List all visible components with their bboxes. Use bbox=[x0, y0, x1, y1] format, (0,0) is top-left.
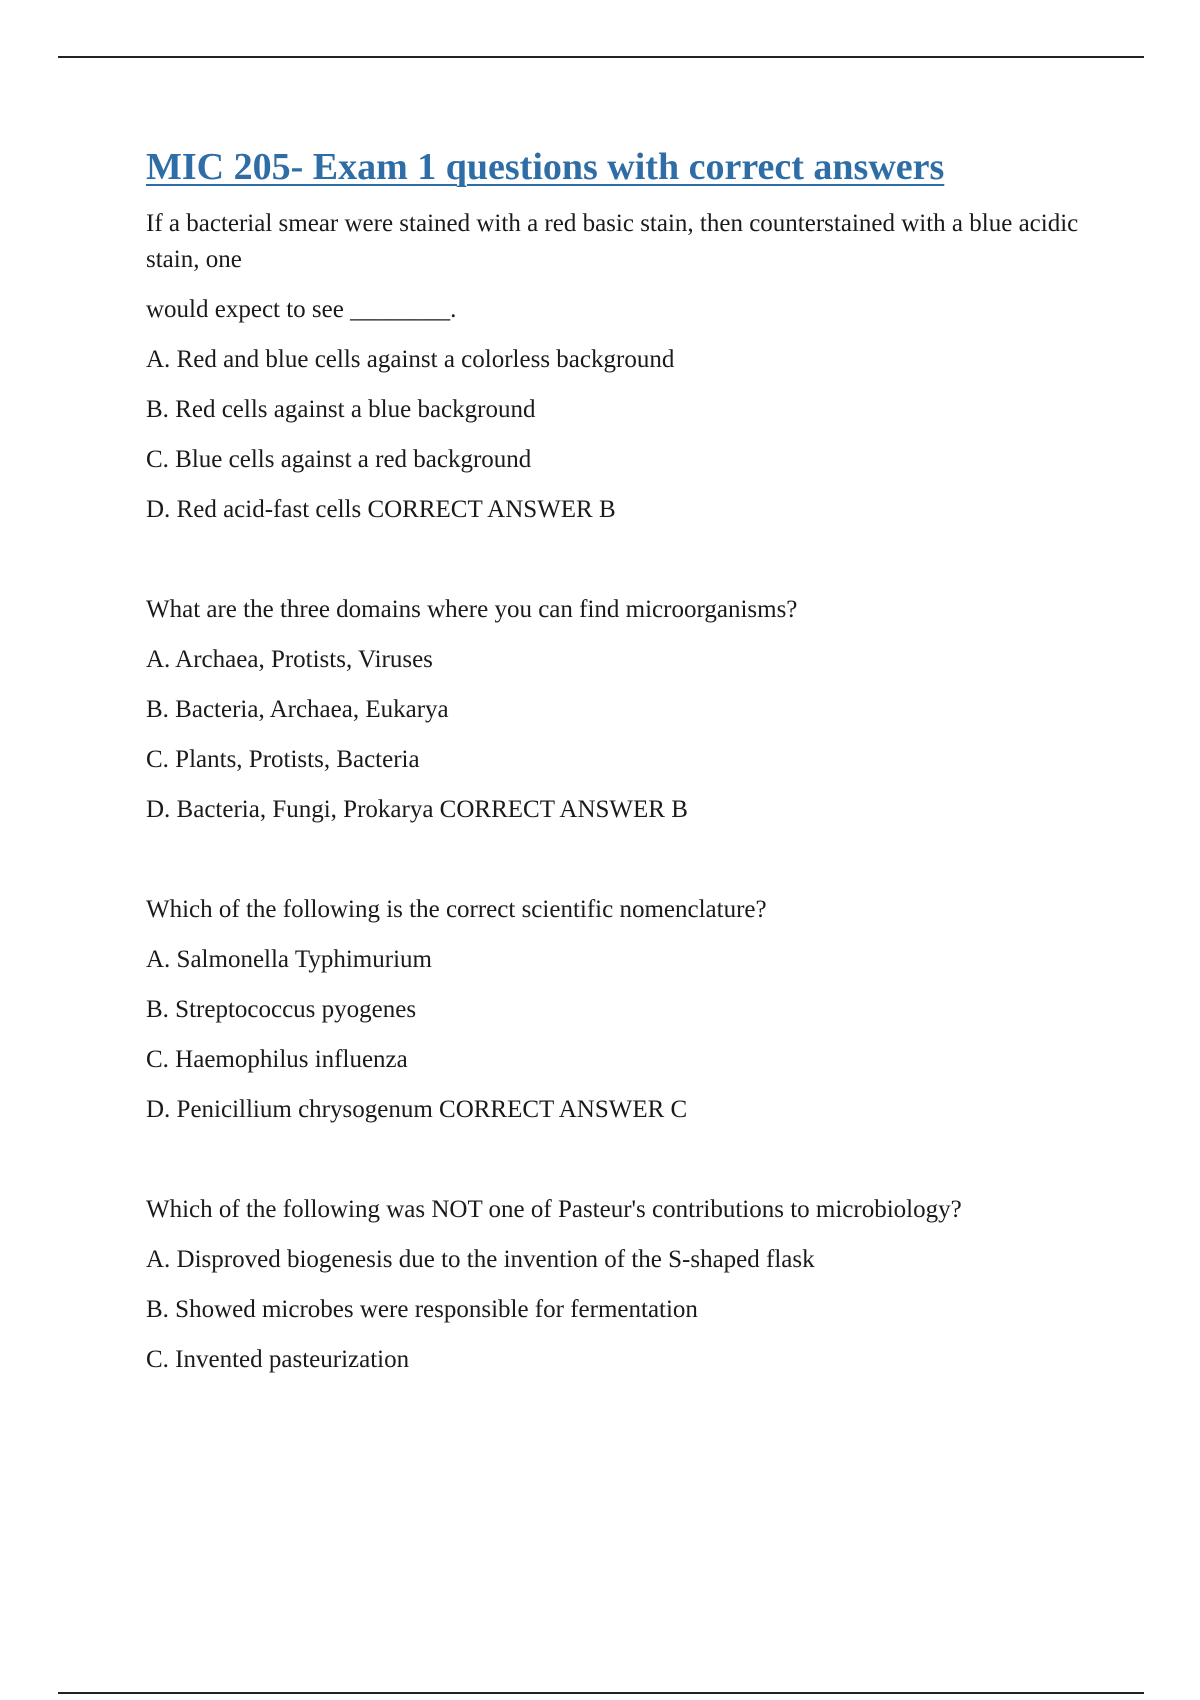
top-rule bbox=[58, 56, 1144, 58]
document-body bbox=[146, 142, 1086, 1392]
answer-option: A. Salmonella Typhimurium bbox=[146, 946, 432, 973]
answer-option: C. Plants, Protists, Bacteria bbox=[146, 746, 420, 773]
question-1 bbox=[146, 206, 1086, 528]
question-stem: If a bacterial smear were stained with a red basic stain, then counterstained with a blue acidic stain, one bbox=[146, 210, 1079, 273]
question-stem: Which of the following was NOT one of Pasteur's contributions to microbiology? bbox=[146, 1196, 962, 1223]
answer-option: C. Blue cells against a red background bbox=[146, 446, 532, 473]
answer-option: B. Red cells against a blue background bbox=[146, 396, 536, 423]
question-3 bbox=[146, 892, 1086, 1128]
answer-option: A. Archaea, Protists, Viruses bbox=[146, 646, 433, 673]
answer-option: B. Bacteria, Archaea, Eukarya bbox=[146, 696, 449, 723]
question-stem: would expect to see ________. bbox=[146, 296, 457, 323]
bottom-rule bbox=[58, 1692, 1144, 1694]
answer-option: C. Haemophilus influenza bbox=[146, 1046, 408, 1073]
question-2 bbox=[146, 592, 1086, 828]
answer-option: B. Showed microbes were responsible for fermentation bbox=[146, 1296, 698, 1323]
question-stem: What are the three domains where you can find microorganisms? bbox=[146, 596, 798, 623]
answer-option: D. Bacteria, Fungi, Prokarya CORRECT ANSWER B bbox=[146, 796, 688, 823]
answer-option: D. Red acid-fast cells CORRECT ANSWER B bbox=[146, 496, 616, 523]
answer-option: C. Invented pasteurization bbox=[146, 1346, 410, 1373]
answer-option: B. Streptococcus pyogenes bbox=[146, 996, 417, 1023]
answer-option: A. Disproved biogenesis due to the invention of the S-shaped flask bbox=[146, 1246, 815, 1273]
question-4 bbox=[146, 1192, 1086, 1378]
question-stem: Which of the following is the correct scientific nomenclature? bbox=[146, 896, 767, 923]
document-title: MIC 205- Exam 1 questions with correct answers bbox=[146, 146, 945, 188]
answer-option: A. Red and blue cells against a colorless background bbox=[146, 346, 675, 373]
answer-option: D. Penicillium chrysogenum CORRECT ANSWER C bbox=[146, 1096, 688, 1123]
